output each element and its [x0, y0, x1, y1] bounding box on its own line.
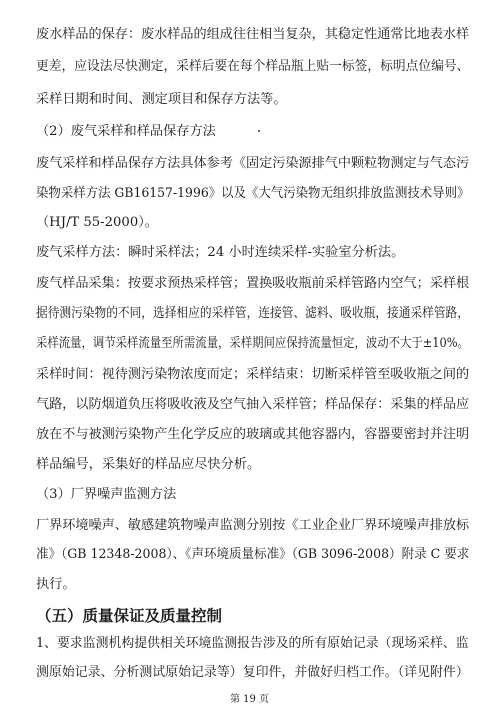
stray-dot-mark [258, 130, 260, 132]
subsection-heading: （3）厂界噪声监测方法 [36, 487, 177, 502]
subsection-heading: （2）废气采样和样品保存方法 [36, 124, 216, 139]
text-line: 据待测污染物的不同，选择相应的采样管，连接管、滤料、吸收瓶，接通采样管路， [36, 306, 469, 321]
page-number: 第 19 页 [229, 694, 270, 705]
text-line: 废气采样方法：瞬时采样法；24 小时连续采样-实验室分析法。 [36, 245, 405, 260]
text-line: 放在不与被测污染物产生化学反应的玻璃或其他容器内，容器要密封并注明 [36, 427, 470, 442]
text-line: 采样时间：视待测污染物浓度而定；采样结束：切断采样管至吸收瓶之间的 [36, 367, 470, 382]
text-line: 废气样品采集：按要求预热采样管；置换吸收瓶前采样管路内空气；采样根 [36, 276, 470, 291]
text-line: 测原始记录、分析测试原始记录等）复印件，并做好归档工作。（详见附件） [36, 665, 469, 680]
text-line: 染物采样方法 GB16157-1996》以及《大气污染物无组织排放监测技术导则》 [36, 186, 470, 201]
text-line: 样品编号，采集好的样品应尽快分析。 [36, 457, 261, 472]
text-line: 采样日期和时间、测定项目和保存方法等。 [36, 92, 287, 107]
text-line: 废气采样和样品保存方法具体参考《固定污染源排气中颗粒物测定与气态污 [36, 156, 470, 171]
text-line: 废水样品的保存：废水样品的组成往往相当复杂，其稳定性通常比地表水样 [36, 27, 470, 42]
text-line: （HJ/T 55-2000）。 [36, 215, 158, 230]
text-line: 厂界环境噪声、敏感建筑物噪声监测分别按《工业企业厂界环境噪声排放标 [36, 518, 470, 533]
text-line: 准》（GB 12348-2008）、《声环境质量标准》（GB 3096-2008）附录 C 要求 [36, 547, 470, 562]
text-line: 1、要求监测机构提供相关环境监测报告涉及的所有原始记录（现场采样、监 [36, 636, 469, 651]
text-line: 执行。 [36, 577, 76, 592]
text-line: 更差，应设法尽快测定，采样后要在每个样品瓶上贴一标签，标明点位编号、 [36, 59, 470, 74]
section-heading: （五）质量保证及质量控制 [36, 607, 223, 625]
text-line: 气路，以防烟道负压将吸收液及空气抽入采样管；样品保存：采集的样品应 [36, 397, 470, 412]
text-line: 采样流量，调节采样流量至所需流量，采样期间应保持流量恒定，波动不大于±10%。 [36, 336, 469, 351]
